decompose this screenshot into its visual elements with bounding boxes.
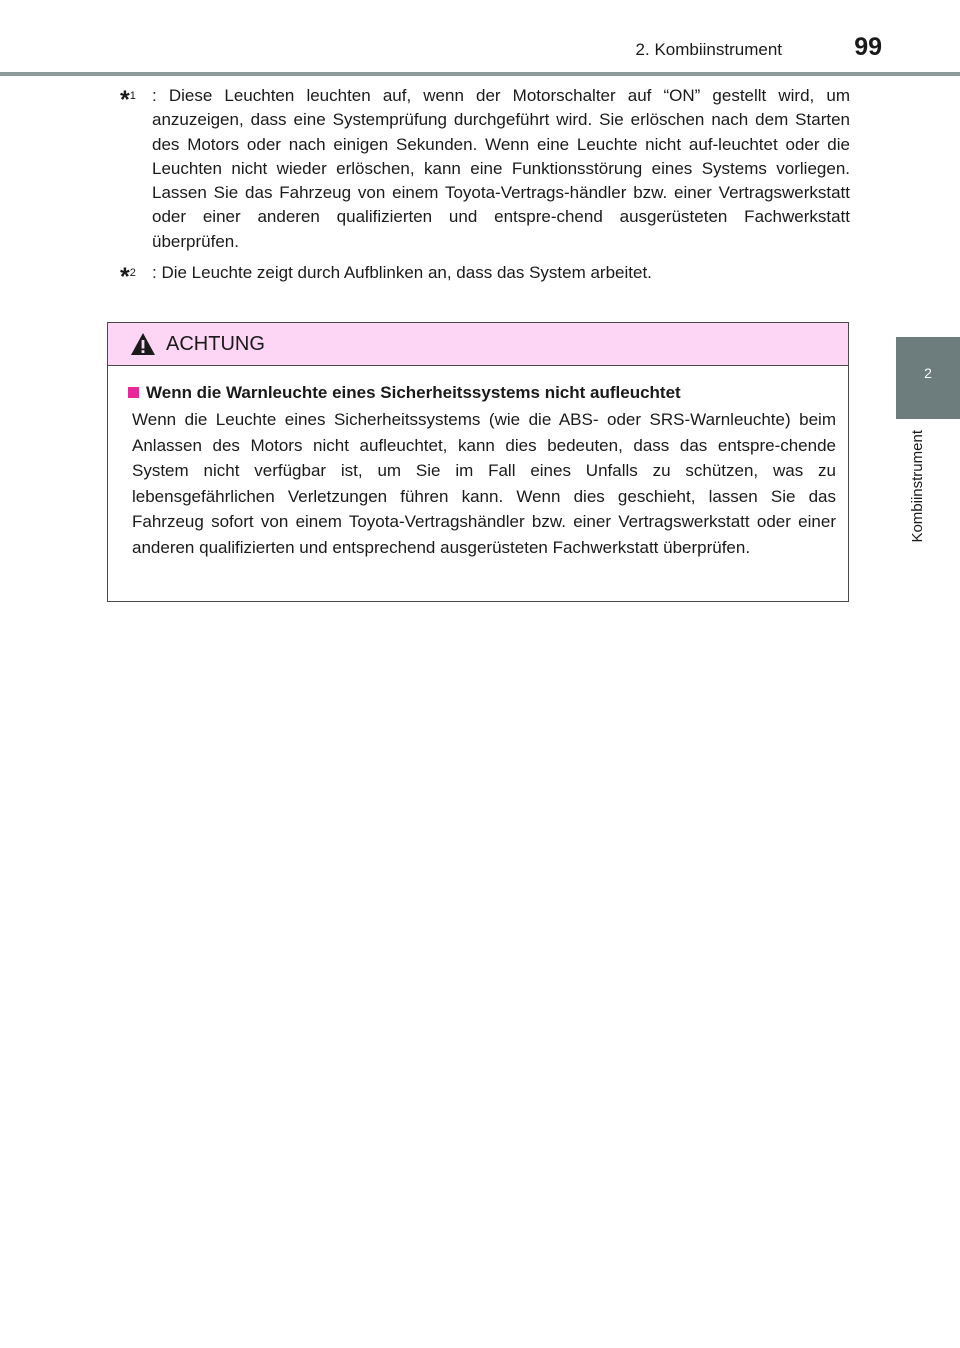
footnote-1-star: * [120, 86, 130, 114]
footnote-2-marker [120, 261, 136, 289]
warning-heading [128, 383, 681, 403]
header-rule [0, 72, 960, 76]
footnote-1-marker [120, 84, 136, 112]
chapter-tab-number: 2 [924, 365, 932, 381]
warning-triangle-icon [130, 332, 156, 356]
footnote-1-text: : Diese Leuchten leuchten auf, wenn der Motorschalter auf “ON” gestellt wird, um anzuzeigen, dass eine Systemprüfung durchgeführt wird. Sie erlöschen nach dem Starten des Motors oder nach einigen Sekunden. Wenn eine Leuchte nicht auf-leuchtet oder die Leuchten nicht wieder erlöschen, kann eine Funktionsstörung eines Systems vorliegen. Lassen Sie das Fahrzeug von einem Toyota-Vertrags-händler bzw. einer Vertragswerkstatt oder einer anderen qualifizierten und entspre-chend ausgerüsteten Fachwerkstatt überprüfen. [152, 86, 850, 251]
chapter-tab [896, 337, 960, 419]
footnote-2-text: : Die Leuchte zeigt durch Aufblinken an, dass das System arbeitet. [152, 263, 652, 282]
warning-body-text: Wenn die Leuchte eines Sicherheitssystems (wie die ABS- oder SRS-Warnleuchte) beim Anlassen des Motors nicht aufleuchtet, kann dies bedeuten, dass das entspre-chende System nicht verfügbar ist, um Sie im Fall eines Unfalls zu schützen, was zu lebensgefährlichen Verletzungen führen kann. Wenn dies geschieht, lassen Sie das Fahrzeug sofort von einem Toyota-Vertragshändler bzw. einer Vertragswerkstatt oder einer anderen qualifizierten und entsprechend ausgerüsteten Fachwerkstatt überprüfen. [132, 410, 836, 557]
warning-title: ACHTUNG [166, 333, 265, 355]
footnote-2 [120, 261, 850, 291]
chapter-side-label-text: Kombiinstrument [909, 430, 926, 543]
footnote-1-number: 1 [129, 90, 136, 102]
square-bullet-icon [128, 387, 139, 398]
page-number: 99 [854, 33, 882, 61]
chapter-side-label [906, 430, 928, 566]
footnote-1 [120, 84, 850, 254]
footnote-2-star: * [120, 263, 130, 291]
warning-header [108, 323, 848, 366]
warning-box [107, 322, 849, 602]
footnote-2-number: 2 [129, 267, 136, 279]
warning-heading-text: Wenn die Warnleuchte eines Sicherheitssystems nicht aufleuchtet [146, 383, 681, 402]
section-title: 2. Kombiinstrument [635, 40, 782, 59]
